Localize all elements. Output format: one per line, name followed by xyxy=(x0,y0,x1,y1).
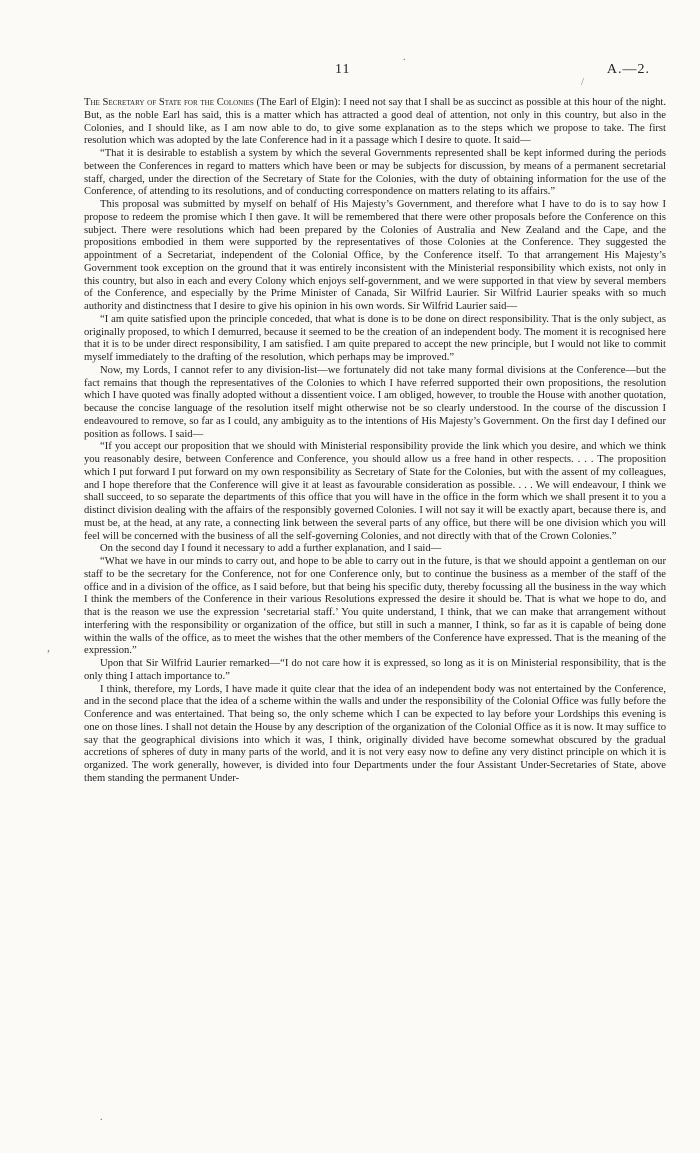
paragraph-text: (The Earl of Elgin): I need not say that I shall be as succinct as possible at this hour of the night. But, as the noble Earl has said, this is a matter which has attracted a good deal of attention, not only in this country, but also in the Colonies, and I should like, as I am now able to do, to give some explanation as to the steps which we propose to take. The first resolution which was adopted by the late Conference had in it a passage which I desire to quote. It said— xyxy=(84,97,667,147)
stray-mark-dot: . xyxy=(403,52,406,63)
document-reference: A.—2. xyxy=(606,62,650,77)
paragraph: “I am quite satisfied upon the principle conceded, that what is done is to be done on direct responsibility. That is the only subject, as originally proposed, to which I demurred, because it seemed to be the creation of an independent body. The moment it is recognised here that it is to be under direct responsibility, I am satisfied. I am quite prepared to accept the new principle, but I would not like to commit myself immediately to the drafting of the resolution, which perhaps may be improved.” xyxy=(84,313,666,363)
page-header xyxy=(0,62,700,82)
paragraph: Upon that Sir Wilfrid Laurier remarked—“I do not care how it is expressed, so long as it is on Ministerial responsibility, that is the only thing I attach importance to.” xyxy=(84,658,666,682)
paragraph xyxy=(84,97,666,148)
paragraph: Now, my Lords, I cannot refer to any division-list—we fortunately did not take many formal divisions at the Conference—but the fact remains that though the representatives of the Colonies to which I have referred supported their own propositions, the resolution which I have quoted was finally adopted without a dissentient voice. I am obliged, however, to trouble the House with another quotation, because the concise language of the resolution itself might otherwise not be so clearly understood. In the course of the discussion I endeavoured to remove, so far as I could, any ambiguity as to the intentions of His Majesty’s Government. On the first day I defined our position as follows. I said— xyxy=(84,364,666,440)
paragraph: “If you accept our proposition that we should with Ministerial responsibility provide the link which you desire, and which we think you reasonably desire, between Conference and Conference, you should allow us a free hand in other respects. . . . The proposition which I put forward I put forward on my own responsibility as Secretary of State for the Colonies, but with the assent of my colleagues, and I hope therefore that the Conference will give it at least as favourable consideration as possible. . . . We will endeavour, I think we shall succeed, to so separate the departments of this office that you will have in the office in the form which we shall present it to you a distinct division dealing with the affairs of the responsibly governed Colonies. I will not say it will be exactly apart, because there is, and must be, at the head, at any rate, a connecting link between the several parts of any office, but there will be one division which you will feel will be concerned with the business of all the self-governing Colonies, and not directly with that of the Crown Colonies.” xyxy=(84,441,666,542)
paragraph: “What we have in our minds to carry out, and hope to be able to carry out in the future, is that we should appoint a gentleman on our staff to be the secretary for the Conference, not for one Conference only, but to continue the business as a member of the staff of the office and in a division of the office, as I said before, but that being his specific duty, thereby focussing all the business in the way which I think the members of the Conference in their various Resolutions expressed the desire it should be. That is what we hope to do, and that is the reason we use the expression ‘secretarial staff.’ You quite understand, I think, that we can make that arrangement without interfering with the responsibility or organization of the office, but still in such a manner, I think, so far as it is capable of being done within the walls of the office, as to meet the wishes that the other members of the Conference have expressed. That is the meaning of the expression.” xyxy=(84,556,666,657)
paragraph: I think, therefore, my Lords, I have made it quite clear that the idea of an independent body was not entertained by the Conference, and in the second place that the idea of a scheme within the walls and under the responsibility of the Colonial Office was fully before the Conference and was entertained. That being so, the only scheme which I can be expected to lay before your Lordships this evening is one on those lines. I shall not detain the House by any description of the organization of the Colonial Office as it is now. It may suffice to say that the geographical divisions into which it was, I think, originally divided have become somewhat obscured by the gradual accretions of spheres of duty in many parts of the world, and it is not very easy now to define any very distinct principle on which it is organized. The work generally, however, is divided into four Departments under the four Assistant Under-Secretaries of State, above them standing the permanent Under- xyxy=(84,683,666,784)
speaker-name: The Secretary of State for the Colonies xyxy=(84,97,254,108)
paragraph: On the second day I found it necessary to add a further explanation, and I said— xyxy=(100,543,442,555)
paragraph: This proposal was submitted by myself on behalf of His Majesty’s Government, and therefore what I have to do is to say how I propose to redeem the promise which I then gave. It will be remembered that there were other proposals before the Conference on this subject. There were resolutions which had been prepared by the Colonies of Australia and New Zealand and the Cape, and the propositions embodied in them were supported by the representatives of those Colonies at the Conference. They suggested the appointment of a Secretariat, independent of the Colonial Office, by the Conference itself. To that arrangement His Majesty’s Government took exception on the ground that it was entirely inconsistent with the Ministerial responsibility which exists, not only in this country, but also in each and every Colony which enjoys self-government, and we were supported in that view by several members of the Conference, and especially by the Prime Minister of Canada, Sir Wilfrid Laurier. Sir Wilfrid Laurier speaks with so much authority and distinctness that I desire to give his opinion in his own words. Sir Wilfrid Laurier said— xyxy=(84,199,666,312)
stray-mark-bottom: . xyxy=(100,1112,103,1123)
stray-mark-slash: / xyxy=(581,76,585,88)
body-text xyxy=(84,97,666,786)
stray-mark-comma: , xyxy=(47,640,50,654)
paragraph: “That it is desirable to establish a system by which the several Governments represented shall be kept informed during the periods between the Conferences in regard to matters which have been or may be subjects for discussion, by means of a permanent secretarial staff, charged, under the direction of the Secretary of State for the Colonies, with the duty of obtaining information for the use of the Conference, of attending to its resolutions, and of conducting correspondence on matters relating to its affairs.” xyxy=(84,148,666,198)
page-number: 11 xyxy=(335,62,351,77)
